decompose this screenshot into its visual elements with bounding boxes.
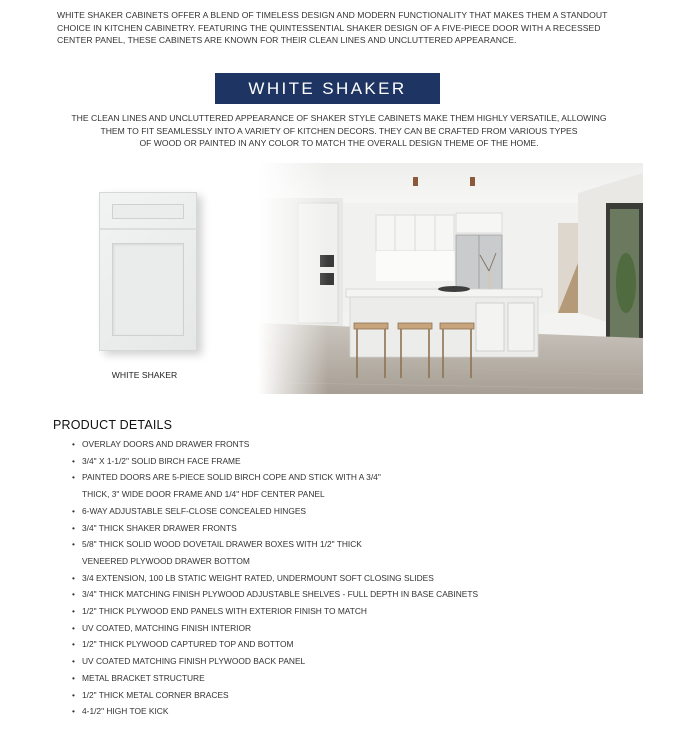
list-item: • 3/4" THICK MATCHING FINISH PLYWOOD ADJUSTABLE SHELVES - FULL DEPTH IN BASE CABINETS	[72, 586, 652, 603]
list-item: • 6-WAY ADJUSTABLE SELF-CLOSE CONCEALED HINGES	[72, 503, 652, 520]
list-item: • UV COATED MATCHING FINISH PLYWOOD BACK PANEL	[72, 653, 652, 670]
product-details-title: PRODUCT DETAILS	[53, 418, 173, 432]
list-item: • 1/2" THICK PLYWOOD END PANELS WITH EXTERIOR FINISH TO MATCH	[72, 603, 652, 620]
list-item: • 3/4" THICK SHAKER DRAWER FRONTS	[72, 520, 652, 537]
sub-intro-line: OF WOOD OR PAINTED IN ANY COLOR TO MATCH THE OVERALL DESIGN THEME OF THE HOME.	[139, 138, 539, 148]
intro-paragraph: WHITE SHAKER CABINETS OFFER A BLEND OF TIMELESS DESIGN AND MODERN FUNCTIONALITY THAT MAKES THEM A STANDOUT CHOICE IN KITCHEN CABINETRY. FEATURING THE QUINTESSENTIAL SHAKER DESIGN OF A FIVE-PIECE DOOR WITH A RECESSED CENTER PANEL, THESE CABINETS ARE KNOWN FOR THEIR CLEAN LINES AND UNCLUTTERED APPEARANCE.	[57, 10, 608, 45]
list-item: • 3/4 EXTENSION, 100 LB STATIC WEIGHT RATED, UNDERMOUNT SOFT CLOSING SLIDES	[72, 570, 652, 587]
list-item: • 5/8" THICK SOLID WOOD DOVETAIL DRAWER BOXES WITH 1/2" THICK VENEERED PLYWOOD DRAWER BOTTOM	[72, 536, 652, 569]
list-item: • 4-1/2" HIGH TOE KICK	[72, 703, 652, 720]
list-item: • PAINTED DOORS ARE 5-PIECE SOLID BIRCH COPE AND STICK WITH A 3/4" THICK, 3" WIDE DOOR FRAME AND 1/4" HDF CENTER PANEL	[72, 469, 652, 502]
list-item: • 1/2" THICK METAL CORNER BRACES	[72, 687, 652, 704]
list-item: • UV COATED, MATCHING FINISH INTERIOR	[72, 620, 652, 637]
list-item: • 1/2" THICK PLYWOOD CAPTURED TOP AND BOTTOM	[72, 636, 652, 653]
list-item: • 3/4" X 1-1/2" SOLID BIRCH FACE FRAME	[72, 453, 652, 470]
cabinet-door-sample-image	[97, 190, 209, 356]
product-details-list	[72, 436, 652, 720]
drawer-front	[100, 193, 196, 230]
sub-intro-line: THE CLEAN LINES AND UNCLUTTERED APPEARANCE OF SHAKER STYLE CABINETS MAKE THEM HIGHLY VERSATILE, ALLOWING	[71, 113, 607, 123]
sub-intro-paragraph	[40, 112, 638, 150]
list-item: • METAL BRACKET STRUCTURE	[72, 670, 652, 687]
door-caption: WHITE SHAKER	[111, 370, 178, 380]
banner-title: WHITE SHAKER	[248, 78, 407, 98]
list-item-continuation: THICK, 3" WIDE DOOR FRAME AND 1/4" HDF CENTER PANEL	[82, 489, 325, 500]
list-item: • OVERLAY DOORS AND DRAWER FRONTS	[72, 436, 652, 453]
kitchen-photo	[258, 163, 643, 394]
title-banner	[215, 73, 440, 104]
sub-intro-line: THEM TO FIT SEAMLESSLY INTO A VARIETY OF KITCHEN DECORS. THEY CAN BE CRAFTED FROM VARIOUS TYPES	[100, 125, 578, 136]
recessed-center-panel	[112, 243, 184, 336]
list-item-continuation: VENEERED PLYWOOD DRAWER BOTTOM	[82, 555, 250, 566]
shaker-door	[99, 192, 197, 351]
